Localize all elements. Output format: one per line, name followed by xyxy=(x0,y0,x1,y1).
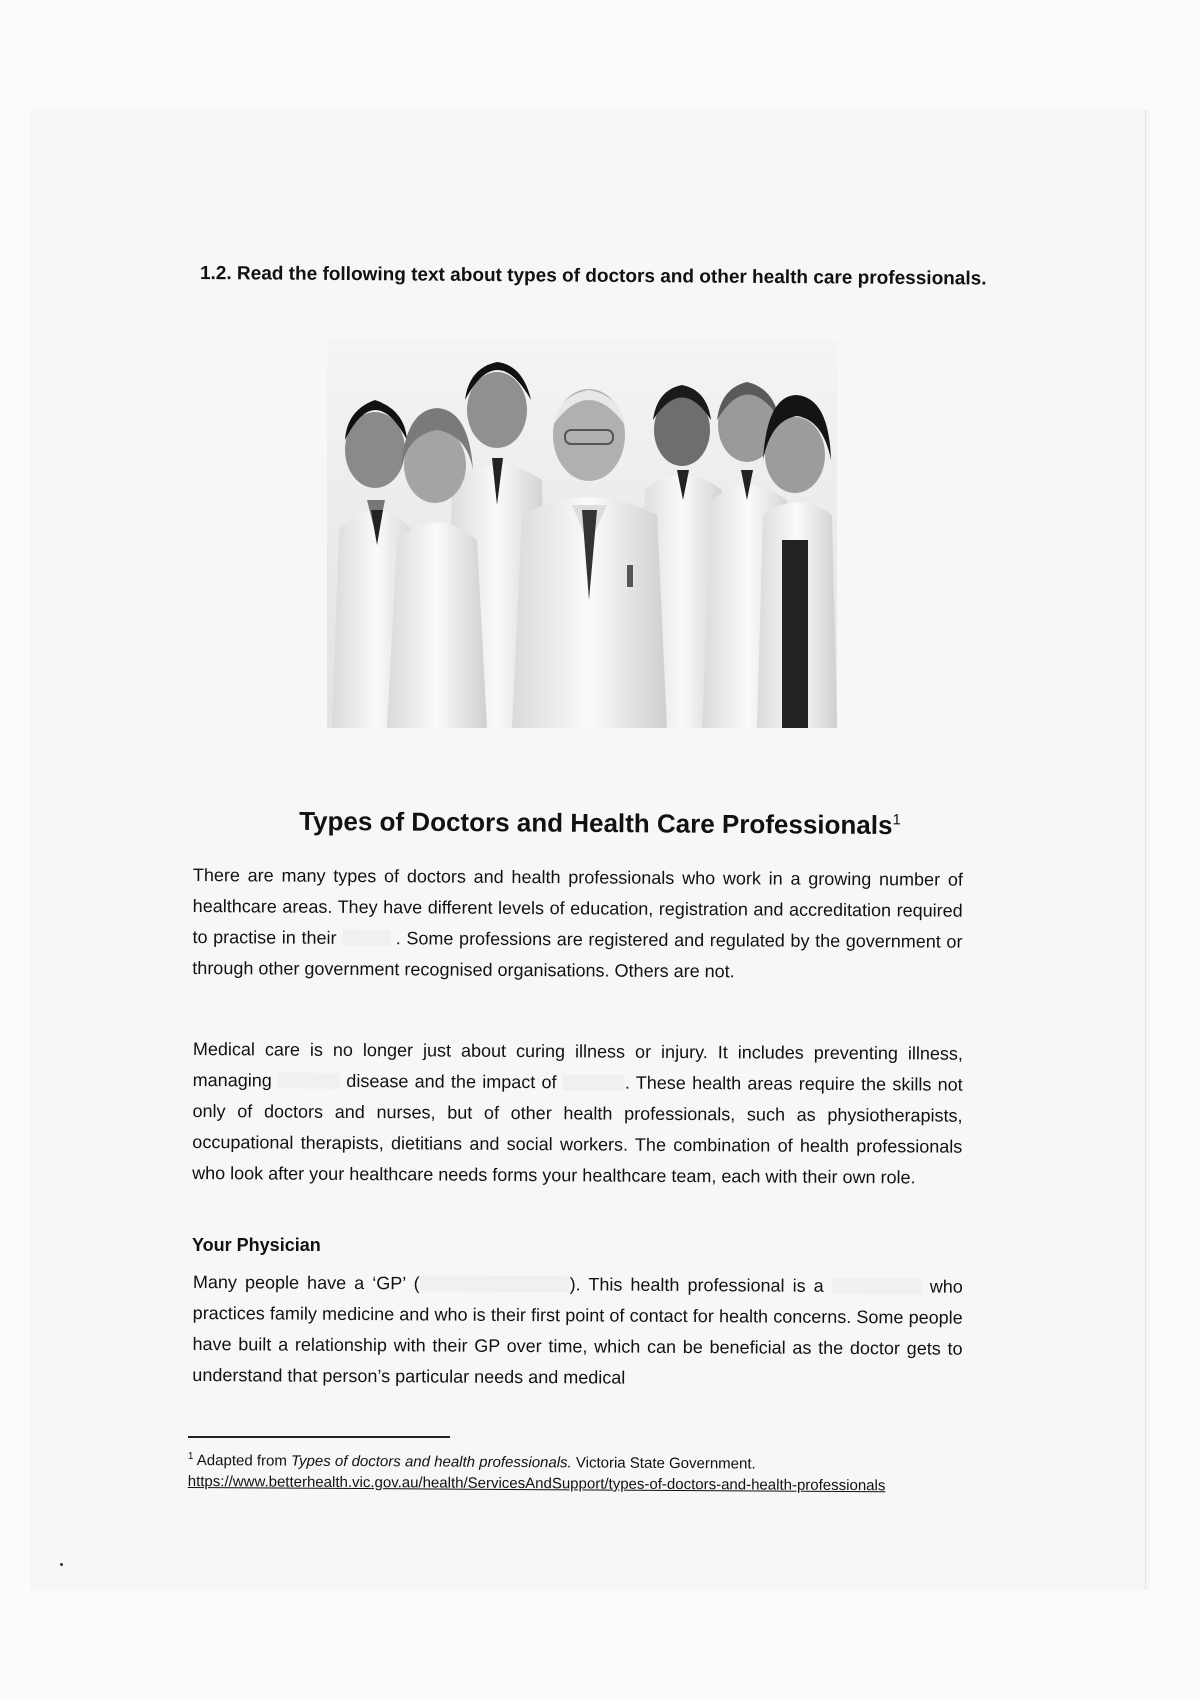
paragraph-physician xyxy=(192,1267,963,1396)
answer-blank xyxy=(832,1278,922,1295)
footnote-source-title: Types of doctors and health professionals. xyxy=(290,1452,572,1472)
footnote-text: Adapted from xyxy=(193,1452,292,1470)
doctors-photo xyxy=(327,340,837,728)
footnote-link[interactable]: https://www.betterhealth.vic.gov.au/health/ServicesAndSupport/types-of-doctors-and-health-professionals xyxy=(187,1472,886,1495)
paragraph-text: disease and the impact of xyxy=(346,1070,557,1093)
article-title xyxy=(200,805,1000,842)
footnote-divider xyxy=(188,1436,450,1438)
answer-blank xyxy=(420,1275,570,1292)
footnote xyxy=(188,1446,948,1497)
answer-blank xyxy=(278,1073,340,1089)
footnote-mark: 1 xyxy=(187,1450,194,1463)
scan-edge-line xyxy=(1145,110,1146,1590)
footnote-text: Victoria State Government. xyxy=(571,1454,756,1473)
scan-speck xyxy=(60,1563,63,1566)
paragraph-text: . Some professions are registered and regulated by the government or through other government recognised organisations. Others are not. xyxy=(192,928,963,982)
footnote-reference: 1 xyxy=(892,811,901,829)
paragraph-text: ). This health professional is a xyxy=(569,1274,824,1296)
article-title-text: Types of Doctors and Health Care Professionals xyxy=(299,805,893,841)
paragraph-medical-care xyxy=(192,1034,963,1194)
paragraph-text: who practices family medicine and who is their first point of contact for health concerns. Some people have built a relationship with their GP over time, which can be beneficial as the doctor gets to understand that person’s particular needs and medical xyxy=(192,1276,963,1388)
paragraph-text: . These health areas require the skills not only of doctors and nurses, but of other health professionals, such as physiotherapists, occupational therapists, dietitians and social workers. The combination of health professionals who look after your healthcare needs forms your healthcare team, each with their own role. xyxy=(192,1072,963,1188)
answer-blank xyxy=(342,930,390,946)
doctors-illustration xyxy=(327,340,837,728)
paragraph-text: Medical care is no longer just about curing illness or injury. It includes preventing illness, managing xyxy=(192,1038,963,1091)
paragraph-text: There are many types of doctors and health professionals who work in a growing number of healthcare areas. They have different levels of education, registration and accreditation required to practise in their xyxy=(192,864,963,948)
exercise-instruction: 1.2. Read the following text about types of doctors and other health care professionals. xyxy=(199,263,987,290)
paragraph-intro xyxy=(192,860,963,989)
section-heading: Your Physician xyxy=(192,1235,321,1255)
answer-blank xyxy=(563,1074,625,1090)
paragraph-text: Many people have a ‘GP’ ( xyxy=(192,1271,420,1294)
